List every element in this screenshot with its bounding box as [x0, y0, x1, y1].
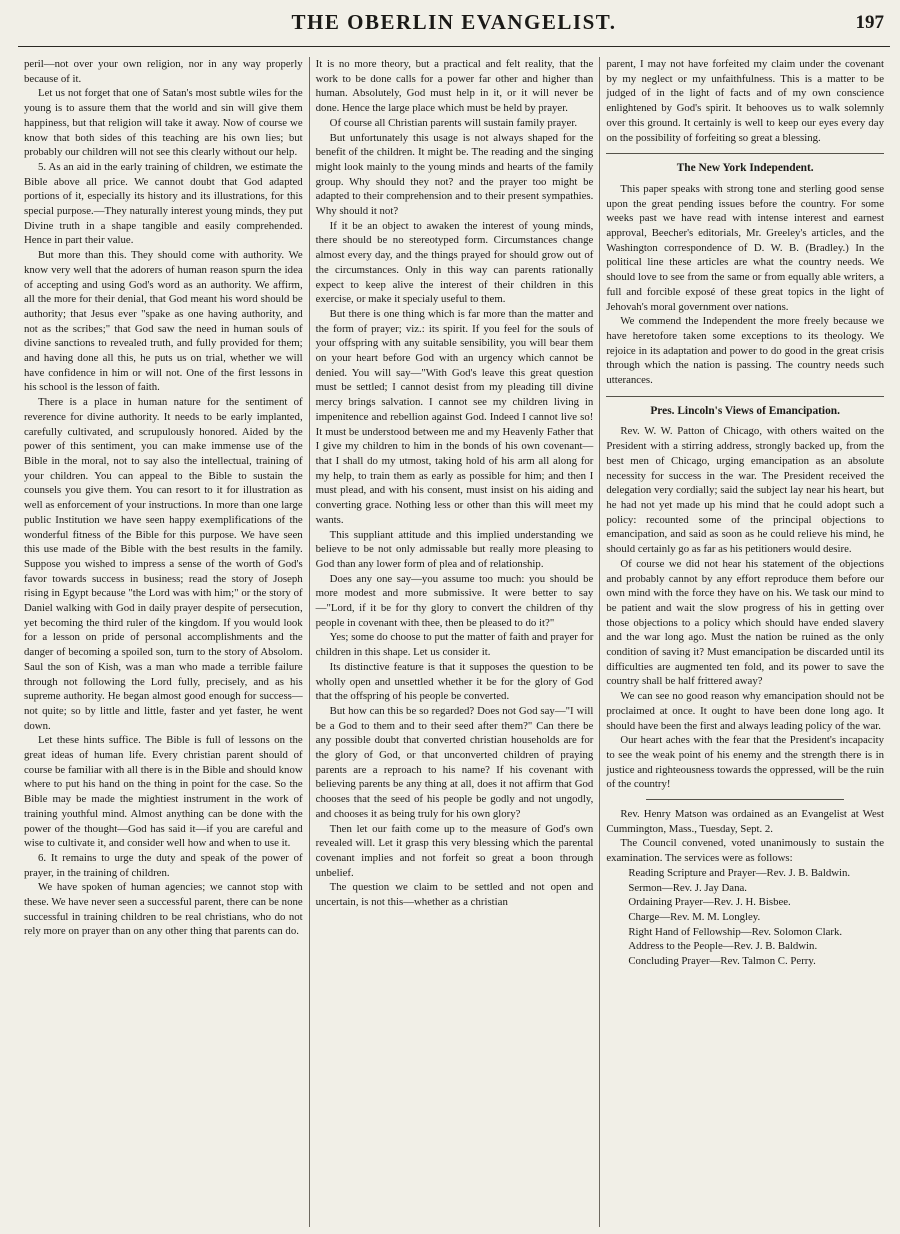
paragraph: But there is one thing which is far more than the matter and the form of prayer; viz.: its spirit. If you feel for the souls of your offspring with any suitable sensibility, you will bear them on your heart before God with an urgency which cannot be denied. You will say—"With God's leave this great question must be settled; I cannot desist from my pleading till divine mercy brings salvation. I cannot see my children living in impenitence and rebellion against God. Indeed I cannot live so! It must be understood between me and my Heavenly Father that I give my children to him in the bonds of his own covenant—that I shall do my utmost, taking hold of his arm all along for my help, to train them as early as possible for him; and then I must plead, and with his consent, must insist on his aiding and converting grace. Nothing less or other than this will meet my wants. [315, 307, 594, 526]
paragraph: We commend the Independent the more freely because we have heretofore taken some exceptions to its theology. We rejoice in its adaptation and power to do good in the great crisis through which the nation is passing. The country needs such utterances. [606, 315, 884, 387]
columns [18, 57, 890, 1227]
list-item: Reading Scripture and Prayer—Rev. J. B. Baldwin. [628, 866, 851, 879]
paragraph: This suppliant attitude and this implied understanding we believe to be not only admissable but really more pleasing to God than any lower form of plea and of relationship. [315, 528, 594, 570]
paragraph: It is no more theory, but a practical and felt reality, that the work to be done calls for a power far other and higher than human. Absolutely, God must help in it, or it will never be done. Hence the large place which must be held by prayer. [315, 58, 594, 115]
list-item: Address to the People—Rev. J. B. Baldwin. [628, 940, 818, 953]
paragraph: Of course all Christian parents will sustain family prayer. [329, 116, 578, 129]
paragraph: Our heart aches with the fear that the President's incapacity to see the weak point of his enemy and the strength there is in justice and righteousness towards the oppressed, will be the ruin of the country! [606, 734, 884, 791]
list-item: Sermon—Rev. J. Jay Dana. [628, 881, 747, 894]
paragraph: 6. It remains to urge the duty and speak of the power of prayer, in the training of children. [24, 851, 303, 879]
column-1 [18, 57, 309, 1227]
list-item: Charge—Rev. M. M. Longley. [628, 910, 761, 923]
list-item: Right Hand of Fellowship—Rev. Solomon Clark. [628, 925, 843, 938]
paragraph: Then let our faith come up to the measure of God's own revealed will. Let it grasp this very blessing which the parental covenant implies and not forfeit so great a boon through unbelief. [315, 822, 594, 879]
article-heading-independent: The New York Independent. [606, 153, 884, 176]
masthead [18, 6, 890, 47]
paragraph: Yes; some do choose to put the matter of faith and prayer for children in this shape. Let us consider it. [315, 631, 594, 659]
article-heading-lincoln: Pres. Lincoln's Views of Emancipation. [606, 396, 884, 419]
paragraph: But unfortunately this usage is not always shaped for the benefit of the children. It might be. The reading and the singing might look mainly to the young minds and hearts of the family group. Why should they not? and the prayer too might be adapted to their comprehension and to their present sympathies. Why should it not? [315, 131, 594, 218]
paragraph: Does any one say—you assume too much: you should be more modest and more submissive. It were better to say—"Lord, if it be for thy glory to convert the children of thy people in covenant with thee, then be pleased to do it?" [315, 572, 594, 629]
column-2 [309, 57, 600, 1227]
paragraph: Of course we did not hear his statement of the objections and probably cannot by any effort reproduce them before our own mind with the force they have on his. We task our mind to be patient and wait the slow progress of his in getting over those objections to a policy which should have ended slavery and the war long ago. Must the nation be ruined as the only condition of saving it? Must emancipation be discarded until its difficulties are augmented ten fold, and its power to save the country shall be half frittered away? [606, 557, 884, 688]
divider [646, 799, 844, 800]
paragraph: Let these hints suffice. The Bible is full of lessons on the great ideas of human life. Every christian parent should of course be familiar with all there is in the Bible and should know where to put his hand on the thing in point for the case. So the Bible may be made the mightiest instrument in the work of training youthful mind. Almost anything can be done with the power of the thought—God has said it—if you are careful and wise to cultivate it, and consider well how and when to use it. [24, 734, 303, 850]
paragraph: This paper speaks with strong tone and sterling good sense upon the great pending issues before the country. For some weeks past we have read with intense interest and earnest approval, Beecher's editorials, Mr. Greeley's articles, and the Washington correspondence of D. W. B. (Bradley.) In the political line these articles are what the country needs. We should love to see from the same or from equally able writers, a full and forcible exposé of these great topics in the light of Jehovah's moral government over nations. [606, 182, 884, 313]
paragraph: If it be an object to awaken the interest of young minds, there should be no stereotyped form. Circumstances change almost every day, and the things prayed for should grow out of the circumstances. Only in this way can parents rationally expect to keep alive the interest of their children in this exercise, or make it specialy useful to them. [315, 219, 594, 306]
paragraph: There is a place in human nature for the sentiment of reverence for divine authority. It needs to be early implanted, carefully cultivated, and scrupulously honored. Aided by the power of this sentiment, you can make immense use of the Bible in the moral, not to say also the intellectual, training of your children. You can appeal to the Bible to sustain the counsels you give them. You can resort to it for illustration as well as enforcement of your instructions. In more than one large public Institution we have seen happy exemplifications of the wonderful fitness of the Bible for this purpose. We have seen this use made of the Bible with the best results in the family. Suppose you wished to impress a sense of the worth of God's favor towards success in business; read the story of Joseph rising in Egypt because "the Lord was with him;" or the story of Daniel walking with God in daily prayer despite of persecution, yet becoming the third ruler of the kingdom. If you would look for a lesson on pride of personal accomplishments and the danger of becoming a spoiled son, turn to the story of Absolom. Saul the son of Kish, was a man who made a terrible failure through not following the Lord fully, precisely, and as his supreme authority. He began almost good enough for success—not quite; so by little and little, faster and yet faster, he went down. [24, 396, 303, 732]
paragraph: Let us not forget that one of Satan's most subtle wiles for the young is to assure them that the world and sin will give them happiness, but that religion will take it away. Now of course we know that both sides of this teaching are his own lies; but probably our children will not see this clearly without our help. [24, 87, 303, 159]
paragraph: The question we claim to be settled and not open and uncertain, is not this—whether as a christian [315, 881, 594, 909]
paragraph: We can see no good reason why emancipation should not be proclaimed at once. It ought to have been done long ago. It should have been the first and always leading policy of the war. [606, 690, 884, 732]
list-item: Ordaining Prayer—Rev. J. H. Bisbee. [628, 896, 791, 909]
paragraph: Its distinctive feature is that it supposes the question to be wholly open and unsettled whether it be for the glory of God that the offspring of his people be converted. [315, 660, 594, 703]
column-3 [599, 57, 890, 1227]
services-list [606, 866, 884, 969]
paragraph: parent, I may not have forfeited my claim under the covenant by my neglect or my unfaithfulness. This is a matter to be judged of in the light of facts and of my own conscience enlightened by God's spirit. It behooves us to walk solemnly over this ground. It certainly is well to keep our eyes every day on the possibility of forfeiting so great a blessing. [606, 58, 884, 144]
paragraph: We have spoken of human agencies; we cannot stop with these. We have never seen a successful parent, there can be none successful in training children to be real christians, who do not rely more on prayer than on any other thing that parents can do. [24, 881, 303, 938]
paragraph: Rev. Henry Matson was ordained as an Evangelist at West Cummington, Mass., Tuesday, Sept. 2. [606, 808, 884, 835]
paragraph: The Council convened, voted unanimously to sustain the examination. The services were as follows: [606, 837, 884, 865]
paragraph: Rev. W. W. Patton of Chicago, with others waited on the President with a stirring address, strongly backed up, from the best men of Chicago, urging emancipation as an absolute necessity for success in the war. The President received the delegation very cordially; said the subject lay near his heart, but he had not yet made up his mind that he could adopt such a policy: recounted some of the principal objections to emancipation, and said as soon as he could relieve his mind, he should certainly go as far as his petitioners would desire. [606, 425, 884, 556]
paragraph: peril—not over your own religion, nor in any way properly because of it. [24, 58, 303, 85]
paragraph: 5. As an aid in the early training of children, we estimate the Bible above all price. We cannot doubt that God adapted portions of it, especially its history and its illustrations, for this special purpose.—They naturally interest young minds, they put Divine truth in a shape tangible and easily comprehended. Hence in part their value. [24, 160, 303, 247]
paragraph: But how can this be so regarded? Does not God say—"I will be a God to them and to their seed after them?" Can there be any possible doubt that converted christian households are for the glory of God, or that unconverted children of praying parents are a reproach to his name? If his covenant with believing parents be any thing at all, does it not affirm that God chooses that the seed of his people be godly and not ungodly, and chooses it as being truly for his own glory? [315, 704, 594, 820]
page-number: 197 [855, 12, 884, 33]
list-item: Concluding Prayer—Rev. Talmon C. Perry. [628, 955, 816, 968]
page-title: THE OBERLIN EVANGELIST. [291, 10, 617, 34]
paragraph: But more than this. They should come with authority. We know very well that the adorers of human reason spurn the idea of accepting and using God's word as an authority. We affirm, all the more for their denial, that God meant his word should be authority; that Jesus ever "spake as one having authority, and not as the scribes;" that God saw the need in human souls of divine sanctions to revealed truth, and fully provided for them; and having done all this, he puts us on trial, whether we will have confidence in him or will not. One of the first lessons in his school is the lesson of faith. [24, 249, 303, 394]
